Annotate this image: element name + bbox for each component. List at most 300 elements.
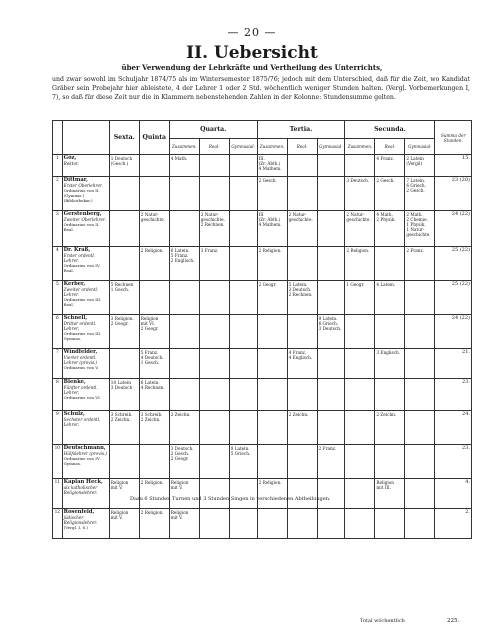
lesson-entry: 3 Deutsch bbox=[110, 385, 133, 390]
cell-s-zus bbox=[345, 281, 375, 315]
lesson-entry: mit V. bbox=[170, 515, 183, 520]
lesson-entry: 4 Franz. bbox=[288, 350, 307, 355]
cell-t-zus bbox=[257, 479, 287, 509]
lesson-entry: 9 Latein. bbox=[318, 316, 338, 321]
cell-q-zus bbox=[169, 281, 199, 315]
lesson-entry: 7 Latein. bbox=[406, 178, 426, 183]
lesson-entry: 4 Math. bbox=[170, 156, 188, 161]
header-secunda-zusammen: Zusammen. bbox=[345, 139, 375, 155]
row-total: 24 (22) bbox=[435, 315, 472, 349]
header-summe: Summa der Stunden. bbox=[435, 121, 472, 155]
lesson-entry: mit V. bbox=[110, 485, 123, 490]
lesson-entry: 1 Natur- bbox=[406, 227, 425, 232]
lesson-entry: 1 Gesch. bbox=[110, 287, 130, 292]
table-row bbox=[53, 349, 472, 379]
teacher-rank: Vierter ordentl. Lehrer (provis.) bbox=[63, 355, 98, 365]
row-total: 25 (22) bbox=[435, 281, 472, 315]
teacher-rank: Sechster ordentl. Lehrer. bbox=[63, 417, 101, 427]
table-row bbox=[53, 315, 472, 349]
lesson-entry: 2 Natur- bbox=[140, 212, 159, 217]
cell-q-real bbox=[199, 479, 229, 509]
header-quarta: Quarta. bbox=[169, 121, 257, 139]
cell-s-zus bbox=[345, 509, 375, 539]
cell-t-gym bbox=[317, 479, 345, 509]
cell-quinta bbox=[139, 349, 169, 379]
lesson-entry: 2 Natur- bbox=[346, 212, 365, 217]
cell-s-gym bbox=[405, 379, 435, 411]
row-number: 10 bbox=[53, 445, 63, 479]
lesson-entry: 2 Math. bbox=[406, 212, 423, 217]
cell-q-real bbox=[199, 379, 229, 411]
cell-t-zus bbox=[257, 247, 287, 281]
row-total: 23. bbox=[435, 445, 472, 479]
cell-t-gym bbox=[317, 247, 345, 281]
lesson-entry: 1 Geogr. bbox=[346, 282, 365, 287]
cell-t-real bbox=[287, 349, 317, 379]
cell-t-real bbox=[287, 177, 317, 211]
lesson-entry: 2 Latein bbox=[406, 156, 424, 161]
lesson-entry: 2 Gesch. bbox=[376, 178, 395, 183]
lesson-entry: 9 Latein. bbox=[230, 446, 250, 451]
cell-t-gym bbox=[317, 411, 345, 445]
lesson-entry: 2 Physik. bbox=[376, 217, 396, 222]
cell-s-real bbox=[375, 411, 405, 445]
cell-sexta bbox=[109, 211, 139, 247]
cell-t-zus bbox=[257, 411, 287, 445]
cell-s-real bbox=[375, 479, 405, 509]
cell-q-zus bbox=[169, 155, 199, 177]
cell-q-real bbox=[199, 281, 229, 315]
cell-q-gym bbox=[229, 247, 257, 281]
teacher-cell bbox=[62, 509, 109, 539]
cell-q-zus bbox=[169, 177, 199, 211]
lesson-entry: Religion bbox=[110, 480, 129, 485]
cell-q-real bbox=[199, 315, 229, 349]
row-number: 7 bbox=[53, 349, 63, 379]
cell-q-gym bbox=[229, 315, 257, 349]
cell-s-real bbox=[375, 509, 405, 539]
lesson-entry: 3 Englisch. bbox=[376, 350, 401, 355]
cell-t-zus bbox=[257, 281, 287, 315]
cell-s-real bbox=[375, 445, 405, 479]
lesson-entry: geschichte. bbox=[406, 232, 431, 237]
header-secunda-real: Real- bbox=[375, 139, 405, 155]
cell-sexta bbox=[109, 411, 139, 445]
cell-s-gym bbox=[405, 155, 435, 177]
teacher-rank: Erster Oberlehrer. bbox=[63, 183, 103, 188]
cell-q-gym bbox=[229, 411, 257, 445]
cell-q-gym bbox=[229, 379, 257, 411]
lesson-entry: 4 Mathem. bbox=[258, 166, 282, 171]
cell-q-zus bbox=[169, 211, 199, 247]
table-row bbox=[53, 155, 472, 177]
cell-t-gym bbox=[317, 211, 345, 247]
cell-t-real bbox=[287, 211, 317, 247]
teacher-ordinariat: (Vergl. I, 8.) bbox=[63, 525, 88, 530]
lesson-entry: (Gesch.) bbox=[110, 161, 129, 166]
teacher-name: Göz, bbox=[63, 155, 77, 161]
table-row bbox=[53, 445, 472, 479]
cell-s-real bbox=[375, 177, 405, 211]
lesson-entry: 6 Griech. bbox=[406, 183, 426, 188]
cell-q-zus bbox=[169, 349, 199, 379]
cell-s-gym bbox=[405, 247, 435, 281]
cell-t-gym bbox=[317, 155, 345, 177]
lesson-entry: 3 Franz. bbox=[200, 248, 219, 253]
cell-t-real bbox=[287, 247, 317, 281]
lesson-entry: 5 Rechnen bbox=[110, 282, 134, 287]
cell-quinta bbox=[139, 379, 169, 411]
teacher-name: Kaplan Heck, bbox=[63, 479, 103, 485]
teacher-ordinariat: Ordinarius von IV. Gymnas. bbox=[63, 456, 101, 466]
cell-t-zus bbox=[257, 315, 287, 349]
lesson-entry: geschichte. bbox=[288, 217, 313, 222]
cell-sexta bbox=[109, 247, 139, 281]
page-number: — 20 — bbox=[227, 26, 277, 39]
row-total: 23. bbox=[435, 379, 472, 411]
teacher-rank: Dritter ordentl. Lehrer. bbox=[63, 321, 97, 331]
lesson-entry: 2 Zeichn. bbox=[140, 417, 161, 422]
cell-q-zus bbox=[169, 479, 199, 509]
teacher-rank: Fünfter ordentl. Lehrer. bbox=[63, 385, 98, 395]
cell-sexta bbox=[109, 281, 139, 315]
cell-q-gym bbox=[229, 509, 257, 539]
teacher-cell bbox=[62, 155, 109, 177]
cell-s-gym bbox=[405, 479, 435, 509]
cell-quinta bbox=[139, 479, 169, 509]
cell-q-gym bbox=[229, 479, 257, 509]
teacher-ordinariat: Ordinarius von II. Real. bbox=[63, 222, 100, 232]
cell-q-gym bbox=[229, 211, 257, 247]
cell-quinta bbox=[139, 211, 169, 247]
lesson-entry: 2 Gesch. bbox=[406, 188, 425, 193]
lesson-entry: 2 Religion. bbox=[346, 248, 370, 253]
subtitle: über Verwendung der Lehrkräfte und Vertheilung des Unterrichts, bbox=[121, 63, 383, 72]
lesson-entry: geschichte. bbox=[346, 217, 371, 222]
row-number: 1 bbox=[53, 155, 63, 177]
lesson-entry: 2 Rechnen. bbox=[288, 292, 313, 297]
cell-t-real bbox=[287, 281, 317, 315]
row-total: 23 (20) bbox=[435, 177, 472, 211]
lesson-entry: 4 Mathem. bbox=[258, 222, 282, 227]
lesson-entry: 2 Geogr. bbox=[170, 456, 189, 461]
lesson-entry: 2 Chemie. bbox=[406, 217, 428, 222]
header-quarta-real: Real- bbox=[199, 139, 229, 155]
lesson-entry: 2 Natur- bbox=[200, 212, 219, 217]
lesson-entry: 6 Latein. bbox=[140, 380, 160, 385]
page-title: II. Uebersicht bbox=[186, 43, 318, 63]
lesson-entry: 6 Latein. bbox=[170, 248, 190, 253]
cell-t-zus bbox=[257, 211, 287, 247]
lesson-entry: 2 Zeichn. bbox=[376, 412, 397, 417]
lesson-entry: 5 Latein. bbox=[288, 282, 308, 287]
table-row bbox=[53, 247, 472, 281]
teacher-cell bbox=[62, 177, 109, 211]
teacher-rank: als katholischer Religionslehrer. bbox=[63, 485, 98, 495]
lesson-entry: 5 Franz. bbox=[140, 350, 159, 355]
cell-s-zus bbox=[345, 349, 375, 379]
cell-q-gym bbox=[229, 281, 257, 315]
cell-t-real bbox=[287, 479, 317, 509]
lesson-entry: 2 Geogr. bbox=[140, 326, 159, 331]
lesson-entry: (Zr. Abth.) bbox=[258, 161, 281, 166]
lesson-entry: 4 Franz. bbox=[376, 156, 395, 161]
row-number: 9 bbox=[53, 411, 63, 445]
row-total: 21. bbox=[435, 349, 472, 379]
row-number: 11 bbox=[53, 479, 63, 509]
teacher-rank: Zweiter ordentl. Lehrer. bbox=[63, 287, 99, 297]
lesson-entry: 2 Natur- bbox=[288, 212, 307, 217]
cell-q-gym bbox=[229, 445, 257, 479]
lesson-entry: 2 Gesch. bbox=[170, 451, 190, 456]
cell-t-zus bbox=[257, 177, 287, 211]
teacher-name: Schnell, bbox=[63, 315, 88, 321]
lesson-entry: Religion bbox=[170, 510, 189, 515]
header-secunda-gym: Gymnasial- bbox=[405, 139, 435, 155]
cell-q-gym bbox=[229, 349, 257, 379]
row-number: 2 bbox=[53, 177, 63, 211]
cell-q-real bbox=[199, 155, 229, 177]
total-value: 225. bbox=[447, 618, 460, 624]
lesson-entry: mit V. bbox=[170, 485, 183, 490]
cell-q-real bbox=[199, 247, 229, 281]
lesson-entry: Religion bbox=[140, 316, 159, 321]
teacher-ordinariat: Ordinarius von III. Gymnas. bbox=[63, 331, 102, 341]
teacher-name: Dr. Kraß, bbox=[63, 247, 91, 253]
row-total: 4. bbox=[435, 479, 472, 509]
cell-s-zus bbox=[345, 155, 375, 177]
lesson-entry: 2 Religion. bbox=[140, 510, 164, 515]
cell-s-zus bbox=[345, 379, 375, 411]
cell-t-real bbox=[287, 379, 317, 411]
cell-sexta bbox=[109, 315, 139, 349]
cell-q-zus bbox=[169, 315, 199, 349]
lesson-entry: geschichte. bbox=[140, 217, 165, 222]
cell-t-real bbox=[287, 155, 317, 177]
cell-s-real bbox=[375, 155, 405, 177]
teacher-ordinariat: Ordinarius von III. Real. bbox=[63, 297, 102, 307]
cell-t-gym bbox=[317, 315, 345, 349]
cell-q-real bbox=[199, 211, 229, 247]
teacher-cell bbox=[62, 349, 109, 379]
row-total: 2. bbox=[435, 509, 472, 539]
row-total: 25 (22) bbox=[435, 247, 472, 281]
cell-t-real bbox=[287, 315, 317, 349]
cell-s-gym bbox=[405, 445, 435, 479]
cell-s-zus bbox=[345, 177, 375, 211]
teacher-name: Blenke, bbox=[63, 379, 86, 385]
lesson-entry: 3 Deutsch. bbox=[288, 287, 312, 292]
lesson-entry: 2 Geogr. bbox=[110, 321, 129, 326]
cell-s-zus bbox=[345, 211, 375, 247]
lesson-entry: 2 Rechnen. bbox=[200, 222, 225, 227]
cell-q-real bbox=[199, 411, 229, 445]
teaching-distribution-table bbox=[52, 120, 472, 539]
row-number: 12 bbox=[53, 509, 63, 539]
cell-t-real bbox=[287, 445, 317, 479]
lesson-entry: 3 Schreib. bbox=[110, 412, 133, 417]
cell-s-zus bbox=[345, 315, 375, 349]
table-row bbox=[53, 281, 472, 315]
lesson-entry: 1 Deutsch bbox=[110, 156, 133, 161]
lesson-entry: (Vergil) bbox=[406, 161, 423, 166]
table-row bbox=[53, 211, 472, 247]
lesson-entry: Religion bbox=[170, 480, 189, 485]
gym-singing-note: Dazu 6 Stunden Turnen und 3 Stunden Singen in verschiedenen Abtheilungen. bbox=[130, 496, 331, 502]
teacher-ordinariat: Ordinarius von IV. Real. bbox=[63, 263, 101, 273]
header-tertia-real: Real- bbox=[287, 139, 317, 155]
cell-sexta bbox=[109, 479, 139, 509]
header-quarta-zusammen: Zusammen. bbox=[169, 139, 199, 155]
lesson-entry: 3 Deutsch. bbox=[170, 446, 194, 451]
teacher-cell bbox=[62, 379, 109, 411]
cell-quinta bbox=[139, 445, 169, 479]
cell-t-real bbox=[287, 411, 317, 445]
lesson-entry: 2 Zeichn. bbox=[170, 412, 191, 417]
cell-t-gym bbox=[317, 445, 345, 479]
row-total: 24 (22) bbox=[435, 211, 472, 247]
row-number: 5 bbox=[53, 281, 63, 315]
teacher-cell bbox=[62, 211, 109, 247]
cell-s-gym bbox=[405, 411, 435, 445]
lesson-entry: 2 Religion. bbox=[258, 248, 282, 253]
lesson-entry: 2 Religion. bbox=[258, 480, 282, 485]
cell-s-gym bbox=[405, 349, 435, 379]
teacher-name: Gerstenberg, bbox=[63, 211, 102, 217]
lesson-entry: 4 Math. bbox=[376, 212, 393, 217]
cell-s-real bbox=[375, 211, 405, 247]
lesson-entry: 1 Gesch. bbox=[140, 360, 160, 365]
lesson-entry: (Zr. Abth.) bbox=[258, 217, 281, 222]
table-row bbox=[53, 479, 472, 509]
cell-s-gym bbox=[405, 281, 435, 315]
row-total: 15. bbox=[435, 155, 472, 177]
lesson-entry: geschichte. bbox=[200, 217, 225, 222]
lesson-entry: 2 Geogr. bbox=[258, 282, 277, 287]
cell-s-zus bbox=[345, 479, 375, 509]
teacher-name: Windfelder, bbox=[63, 349, 98, 355]
teacher-name: Rosenfeld, bbox=[63, 509, 95, 515]
lesson-entry: 2 Religion. bbox=[140, 248, 164, 253]
teacher-cell bbox=[62, 479, 109, 509]
row-number: 4 bbox=[53, 247, 63, 281]
cell-quinta bbox=[139, 509, 169, 539]
cell-sexta bbox=[109, 509, 139, 539]
teacher-rank: Zweiter Oberlehrer. bbox=[63, 217, 106, 222]
header-tertia: Tertia. bbox=[257, 121, 345, 139]
lesson-entry: III bbox=[258, 212, 264, 217]
teacher-cell bbox=[62, 411, 109, 445]
teacher-rank: Erster ordentl. Lehrer. bbox=[63, 253, 96, 263]
teacher-name: Deutschmann, bbox=[63, 445, 106, 451]
lesson-entry: Religion bbox=[376, 480, 394, 485]
cell-s-zus bbox=[345, 411, 375, 445]
cell-t-zus bbox=[257, 379, 287, 411]
cell-sexta bbox=[109, 177, 139, 211]
row-number: 3 bbox=[53, 211, 63, 247]
header-sexta: Sexta. bbox=[109, 121, 139, 155]
cell-s-gym bbox=[405, 177, 435, 211]
cell-t-gym bbox=[317, 379, 345, 411]
lesson-entry: mit III. bbox=[376, 485, 392, 490]
cell-t-zus bbox=[257, 445, 287, 479]
cell-quinta bbox=[139, 281, 169, 315]
teacher-name: Dittmar, bbox=[63, 177, 88, 183]
row-number: 8 bbox=[53, 379, 63, 411]
cell-s-gym bbox=[405, 315, 435, 349]
cell-q-gym bbox=[229, 177, 257, 211]
cell-quinta bbox=[139, 177, 169, 211]
table-row bbox=[53, 379, 472, 411]
cell-sexta bbox=[109, 445, 139, 479]
teacher-ordinariat: Ordinarius von V. bbox=[63, 365, 99, 370]
lesson-entry: 4 Rechnen. bbox=[140, 385, 165, 390]
intro-paragraph: und zwar sowohl im Schuljahr 1874/75 als im Wintersemester 1875/76; jedoch mit dem Unterschied, daß für die Zeit, wo Kandidat Gräber sein Probejahr hier ableistete, 4 der Lehrer 1 oder 2 Std. wöchentlich weniger Stunden halten. (Vergl. Vorbemerkungen I, 7), so daß für diese Zeit nur die in Klammern nebenstehenden Zahlen in der Kolonne: Stundensumme gelten. bbox=[52, 76, 470, 101]
cell-q-real bbox=[199, 177, 229, 211]
cell-t-gym bbox=[317, 349, 345, 379]
cell-t-zus bbox=[257, 155, 287, 177]
cell-s-gym bbox=[405, 509, 435, 539]
lesson-entry: 2 Zeichn. bbox=[110, 417, 131, 422]
header-quinta: Quinta bbox=[139, 121, 169, 155]
lesson-entry: mit V. bbox=[110, 515, 123, 520]
teacher-cell bbox=[62, 247, 109, 281]
cell-q-zus bbox=[169, 379, 199, 411]
cell-t-gym bbox=[317, 177, 345, 211]
lesson-entry: 4 Englisch. bbox=[288, 355, 313, 360]
teacher-cell bbox=[62, 445, 109, 479]
cell-sexta bbox=[109, 349, 139, 379]
cell-q-gym bbox=[229, 155, 257, 177]
lesson-entry: 3 Deutsch. bbox=[318, 326, 342, 331]
cell-quinta bbox=[139, 411, 169, 445]
cell-quinta bbox=[139, 155, 169, 177]
cell-q-real bbox=[199, 509, 229, 539]
cell-s-gym bbox=[405, 211, 435, 247]
lesson-entry: 4 Deutsch. bbox=[140, 355, 164, 360]
lesson-entry: III. bbox=[258, 156, 265, 161]
cell-quinta bbox=[139, 247, 169, 281]
cell-s-real bbox=[375, 315, 405, 349]
teacher-cell bbox=[62, 315, 109, 349]
cell-t-gym bbox=[317, 509, 345, 539]
cell-t-gym bbox=[317, 281, 345, 315]
lesson-entry: 2 Franz. bbox=[318, 446, 337, 451]
lesson-entry: 2 Gesch. bbox=[258, 178, 277, 183]
table-row bbox=[53, 411, 472, 445]
lesson-entry: 5 Franz. bbox=[170, 253, 189, 258]
cell-quinta bbox=[139, 315, 169, 349]
cell-s-real bbox=[375, 281, 405, 315]
lesson-entry: 2 Zeichn. bbox=[288, 412, 309, 417]
cell-sexta bbox=[109, 155, 139, 177]
table-row bbox=[53, 509, 472, 539]
cell-s-real bbox=[375, 349, 405, 379]
teacher-rank: Rektor. bbox=[63, 161, 79, 166]
teacher-rank: jüdischer Religionslehrer. bbox=[63, 515, 98, 525]
lesson-entry: 10 Latein bbox=[110, 380, 131, 385]
lesson-entry: Religion bbox=[110, 510, 129, 515]
table-row bbox=[53, 177, 472, 211]
cell-s-zus bbox=[345, 247, 375, 281]
lesson-entry: 3 Schreib. bbox=[140, 412, 163, 417]
teacher-rank: Hülfslehrer (provis.) bbox=[63, 451, 108, 456]
cell-s-real bbox=[375, 379, 405, 411]
lesson-entry: 2 Englisch. bbox=[170, 258, 195, 263]
lesson-entry: 3 Deutsch. bbox=[346, 178, 370, 183]
cell-s-zus bbox=[345, 445, 375, 479]
cell-q-zus bbox=[169, 509, 199, 539]
